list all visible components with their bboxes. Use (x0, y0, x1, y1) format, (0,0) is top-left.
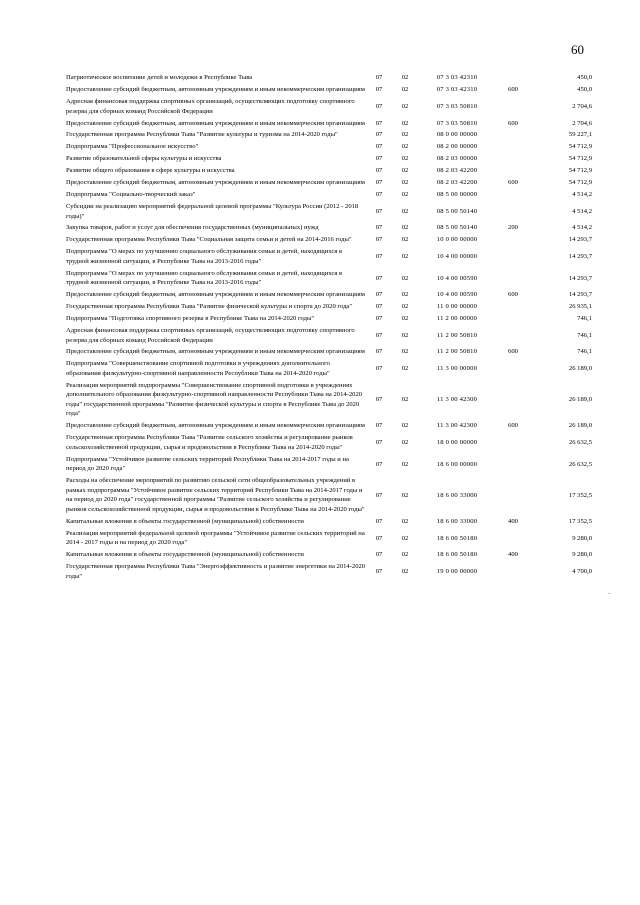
row-target-code: 08 2 03 42200 (436, 179, 478, 187)
table-row (66, 420, 592, 432)
row-razdel: 07 (375, 348, 383, 356)
row-amount: 450,0 (577, 86, 592, 94)
row-podrazdel: 02 (401, 274, 409, 282)
table-row (66, 177, 592, 189)
row-name: Подпрограмма "О мерах по улучшению социального обслуживания семьи и детей, находящихся в трудной жизненной ситуации, в Республике Тыва на 2013-2016 годы" (66, 248, 343, 265)
row-name: Закупка товаров, работ и услуг для обеспечения государственных (муниципальных) нужд (66, 224, 319, 232)
row-amount: 14 293,7 (568, 236, 592, 244)
row-podrazdel: 02 (401, 396, 409, 404)
row-razdel: 07 (375, 517, 383, 525)
budget-table (66, 72, 592, 582)
row-expense-type (496, 454, 530, 475)
row-podrazdel: 02 (401, 236, 409, 244)
row-expense-type: 200 (508, 224, 518, 232)
row-expense-type (496, 201, 530, 222)
row-podrazdel: 02 (401, 348, 409, 356)
row-name: Реализация мероприятий федеральной целевой программы "Устойчивое развитие сельских территорий на 2014 - 2017 годы и на период до 2020 года" (66, 529, 365, 547)
row-podrazdel: 02 (401, 119, 409, 127)
row-razdel: 07 (375, 396, 383, 404)
row-amount: 4 514,2 (572, 191, 592, 199)
row-expense-type (496, 234, 530, 246)
table-row (66, 96, 592, 117)
table-row (66, 165, 592, 177)
row-expense-type: 600 (508, 86, 518, 94)
row-target-code: 10 4 00 00000 (436, 253, 478, 261)
table-row (66, 246, 592, 267)
row-podrazdel: 02 (401, 517, 409, 525)
row-expense-type (496, 313, 530, 325)
row-expense-type (496, 380, 530, 421)
row-podrazdel: 02 (401, 191, 409, 199)
row-target-code: 07 3 03 50810 (436, 119, 478, 127)
row-amount: 26 935,1 (568, 303, 592, 311)
row-target-code: 18 6 00 33000 (436, 491, 478, 499)
row-name: Государственная программа Республики Тыва "Развитие культуры и туризма на 2014-2020 годы" (66, 131, 338, 139)
row-expense-type (496, 246, 530, 267)
row-target-code: 11 2 00 50810 (436, 348, 478, 356)
row-razdel: 07 (375, 155, 383, 163)
row-target-code: 18 6 00 33000 (436, 517, 478, 525)
table-row (66, 141, 592, 153)
row-podrazdel: 02 (401, 143, 409, 151)
row-name: Капитальные вложения в объекты государственной (муниципальной) собственности (66, 551, 304, 559)
row-expense-type (496, 189, 530, 201)
row-name: Подпрограмма "О мерах по улучшению социального обслуживания семьи и детей, находящихся в трудной жизненной ситуации, в Республике Тыва на 2013-2016 годы" (66, 269, 343, 287)
row-target-code: 10 0 00 00000 (436, 236, 478, 244)
row-name: Предоставление субсидий бюджетным, автономным учреждениям и иным некоммерческим организациям (66, 179, 365, 187)
table-row (66, 528, 592, 549)
row-target-code: 18 6 00 50180 (436, 551, 478, 559)
table-row (66, 153, 592, 165)
row-podrazdel: 02 (401, 179, 409, 187)
row-amount: 2 704,6 (572, 119, 592, 127)
table-row (66, 549, 592, 561)
row-podrazdel: 02 (401, 439, 409, 447)
row-podrazdel: 02 (401, 315, 409, 323)
row-amount: 26 189,0 (568, 396, 592, 404)
row-razdel: 07 (375, 365, 383, 373)
row-target-code: 10 4 00 00590 (436, 291, 478, 299)
row-podrazdel: 02 (401, 365, 409, 373)
row-name: Предоставление субсидий бюджетным, автономным учреждениям и иным некоммерческим организациям (66, 348, 365, 356)
row-amount: 4 514,2 (572, 207, 592, 215)
row-target-code: 11 3 00 42300 (436, 422, 478, 430)
row-expense-type (496, 165, 530, 177)
row-expense-type (496, 432, 530, 453)
row-razdel: 07 (375, 167, 383, 175)
row-target-code: 07 3 03 42310 (436, 86, 478, 94)
row-podrazdel: 02 (401, 303, 409, 311)
row-expense-type (496, 301, 530, 313)
row-podrazdel: 02 (401, 422, 409, 430)
page-number: 60 (571, 42, 584, 57)
row-razdel: 07 (375, 331, 383, 339)
row-amount: 14 293,7 (568, 274, 592, 282)
row-expense-type: 600 (508, 179, 518, 187)
row-expense-type (496, 528, 530, 549)
row-amount: 59 227,1 (568, 131, 592, 139)
row-amount: 746,1 (577, 348, 592, 356)
row-target-code: 11 2 00 00000 (436, 315, 478, 323)
table-row (66, 313, 592, 325)
table-row (66, 189, 592, 201)
table-row (66, 117, 592, 129)
row-amount: 26 632,5 (568, 439, 592, 447)
row-name: Подпрограмма "Профессиональное искусство" (66, 143, 199, 151)
row-amount: 26 632,5 (568, 460, 592, 468)
row-name: Патриотическое воспитание детей и молодежи в Республике Тыва (66, 74, 253, 82)
row-razdel: 07 (375, 460, 383, 468)
row-target-code: 18 6 00 00000 (436, 460, 478, 468)
row-expense-type (496, 475, 530, 516)
row-expense-type: 400 (508, 517, 518, 525)
row-expense-type: 600 (508, 291, 518, 299)
row-podrazdel: 02 (401, 331, 409, 339)
row-name: Подпрограмма "Социально-творческий заказ" (66, 191, 196, 199)
row-expense-type: 600 (508, 348, 518, 356)
row-target-code: 08 2 00 00000 (436, 143, 478, 151)
row-name: Предоставление субсидий бюджетным, автономным учреждениям и иным некоммерческим организациям (66, 119, 365, 127)
row-podrazdel: 02 (401, 207, 409, 215)
row-expense-type (496, 141, 530, 153)
row-razdel: 07 (375, 253, 383, 261)
table-row (66, 72, 592, 84)
row-name: Развитие образовательной сферы культуры и искусства (66, 155, 222, 163)
row-razdel: 07 (375, 224, 383, 232)
row-amount: 26 189,0 (568, 422, 592, 430)
table-row (66, 84, 592, 96)
row-name: Подпрограмма "Совершенствование спортивной подготовки в учреждениях дополнительного образования физкультурно-спортивной направленности Республики Тыва на 2014-2020 годы" (66, 360, 330, 377)
row-podrazdel: 02 (401, 534, 409, 542)
row-name: Адресная финансовая поддержка спортивных организаций, осуществляющих подготовку спортивного резерва для сборных команд Российской Федерации (66, 326, 355, 344)
row-razdel: 07 (375, 191, 383, 199)
row-razdel: 07 (375, 102, 383, 110)
row-amount: 17 352,5 (568, 491, 592, 499)
row-amount: 54 712,9 (568, 155, 592, 163)
table-row (66, 380, 592, 421)
table-row (66, 346, 592, 358)
row-target-code: 19 0 00 00000 (436, 567, 478, 575)
row-amount: 54 712,9 (568, 179, 592, 187)
row-expense-type (496, 268, 530, 289)
row-razdel: 07 (375, 567, 383, 575)
row-podrazdel: 02 (401, 253, 409, 261)
row-razdel: 07 (375, 131, 383, 139)
row-name: Предоставление субсидий бюджетным, автономным учреждениям и иным некоммерческим организациям (66, 422, 365, 430)
row-razdel: 07 (375, 303, 383, 311)
row-amount: 26 189,0 (568, 365, 592, 373)
table-row (66, 201, 592, 222)
table-row (66, 234, 592, 246)
row-razdel: 07 (375, 179, 383, 187)
row-razdel: 07 (375, 439, 383, 447)
row-podrazdel: 02 (401, 224, 409, 232)
row-amount: 450,0 (577, 74, 592, 82)
row-amount: 54 712,9 (568, 143, 592, 151)
table-row (66, 222, 592, 234)
row-podrazdel: 02 (401, 460, 409, 468)
row-target-code: 07 3 03 50810 (436, 102, 478, 110)
row-expense-type (496, 129, 530, 141)
row-razdel: 07 (375, 422, 383, 430)
row-target-code: 08 2 03 42200 (436, 167, 478, 175)
row-expense-type: 600 (508, 119, 518, 127)
row-amount: 2 704,6 (572, 102, 592, 110)
row-target-code: 11 3 00 42300 (436, 396, 478, 404)
table-row (66, 516, 592, 528)
row-name: Государственная программа Республики Тыва "Энергоэффективность и развитие энергетики на 2014-2020 годы" (66, 563, 366, 580)
row-expense-type (496, 325, 530, 346)
row-podrazdel: 02 (401, 74, 409, 82)
row-amount: 4 514,2 (572, 224, 592, 232)
table-row (66, 289, 592, 301)
row-podrazdel: 02 (401, 551, 409, 559)
table-row (66, 358, 592, 379)
table-row (66, 561, 592, 582)
row-expense-type (496, 153, 530, 165)
row-name: Адресная финансовая поддержка спортивных организаций, осуществляющих подготовку спортивного резерва для сборных команд Российской Федерации (66, 98, 355, 115)
row-name: Субсидии на реализацию мероприятий федеральной целевой программы "Культура России (2012 - 2018 годы)" (66, 202, 359, 220)
row-razdel: 07 (375, 534, 383, 542)
row-razdel: 07 (375, 291, 383, 299)
row-razdel: 07 (375, 74, 383, 82)
row-name: Подпрограмма "Устойчивое развитие сельских территорий Республики Тыва на 2014-2017 годы и на период до 2020 года" (66, 455, 349, 473)
row-target-code: 18 6 00 50180 (436, 534, 478, 542)
row-podrazdel: 02 (401, 291, 409, 299)
row-expense-type (496, 358, 530, 379)
row-name: Предоставление субсидий бюджетным, автономным учреждениям и иным некоммерческим организациям (66, 291, 365, 299)
row-podrazdel: 02 (401, 491, 409, 499)
table-row (66, 268, 592, 289)
row-amount: 9 280,0 (572, 551, 592, 559)
row-target-code: 08 2 03 00000 (436, 155, 478, 163)
row-target-code: 08 5 00 50140 (436, 207, 478, 215)
row-name: Подпрограмма "Подготовка спортивного резерва в Республике Тыва на 2014-2020 годы" (66, 315, 315, 323)
row-target-code: 11 3 00 00000 (436, 365, 478, 373)
table-row (66, 325, 592, 346)
row-expense-type (496, 72, 530, 84)
row-amount: 4 700,0 (572, 567, 592, 575)
row-name: Расходы на обеспечение мероприятий по развитию сельской сети общеобразовательных учреждений в рамках подпрограммы "Устойчивое развитие сельских территорий Республики Тыва на 2014-2017 годы и на период до 2020 года" государственной программы "Развитие сельского хозяйства и регулирование рынков сельскохозяйственной продукции, сырья и продовольствия в Республике Тыва на 2014-2020 годы" (66, 477, 365, 513)
table-row (66, 454, 592, 475)
row-razdel: 07 (375, 86, 383, 94)
table-row (66, 432, 592, 453)
row-name: Государственная программа Республики Тыва "Развитие сельского хозяйства и регулирование рынков сельскохозяйственной продукции, сырья и продовольствия в Республике Тыва на 2014-2020 годы" (66, 434, 353, 451)
row-podrazdel: 02 (401, 86, 409, 94)
row-expense-type (496, 561, 530, 582)
row-razdel: 07 (375, 143, 383, 151)
row-razdel: 07 (375, 491, 383, 499)
row-amount: 746,1 (577, 315, 592, 323)
row-name: Государственная программа Республики Тыва "Развитие физической культуры и спорта до 2020 года" (66, 303, 353, 311)
margin-mark: . (608, 588, 610, 596)
row-podrazdel: 02 (401, 167, 409, 175)
row-razdel: 07 (375, 274, 383, 282)
row-target-code: 18 0 00 00000 (436, 439, 478, 447)
row-target-code: 08 5 00 50140 (436, 224, 478, 232)
row-target-code: 07 3 03 42310 (436, 74, 478, 82)
row-amount: 17 352,5 (568, 517, 592, 525)
row-razdel: 07 (375, 207, 383, 215)
budget-table-body (66, 72, 592, 582)
row-expense-type (496, 96, 530, 117)
table-row (66, 301, 592, 313)
row-target-code: 08 5 00 00000 (436, 191, 478, 199)
row-amount: 14 293,7 (568, 253, 592, 261)
row-razdel: 07 (375, 236, 383, 244)
row-name: Капитальные вложения в объекты государственной (муниципальной) собственности (66, 517, 304, 525)
row-name: Предоставление субсидий бюджетным, автономным учреждениям и иным некоммерческим организациям (66, 86, 365, 94)
row-name: Реализация мероприятий подпрограммы "Совершенствование спортивной подготовки в учреждениях дополнительного образования физкультурно-спортивной направленности Республики Тыва на 2014-2020 годы" государственной программы "Развитие физической культуры и спорта в Республике Тыва до 2020 года" (66, 381, 363, 418)
row-podrazdel: 02 (401, 155, 409, 163)
row-target-code: 10 4 00 00590 (436, 274, 478, 282)
row-target-code: 11 2 00 50810 (436, 331, 478, 339)
row-razdel: 07 (375, 119, 383, 127)
row-expense-type: 600 (508, 422, 518, 430)
row-amount: 54 712,9 (568, 167, 592, 175)
row-name: Развитие общего образования в сфере культуры и искусства (66, 167, 235, 175)
row-amount: 746,1 (577, 331, 592, 339)
row-name: Государственная программа Республики Тыва "Социальная защита семьи и детей на 2014-2016 годы" (66, 236, 352, 244)
row-target-code: 11 0 00 00000 (436, 303, 478, 311)
row-amount: 9 280,0 (572, 534, 592, 542)
table-row (66, 475, 592, 516)
row-podrazdel: 02 (401, 131, 409, 139)
row-target-code: 08 0 00 00000 (436, 131, 478, 139)
row-razdel: 07 (375, 315, 383, 323)
row-expense-type: 400 (508, 551, 518, 559)
row-podrazdel: 02 (401, 567, 409, 575)
table-row (66, 129, 592, 141)
row-amount: 14 293,7 (568, 291, 592, 299)
row-podrazdel: 02 (401, 102, 409, 110)
row-razdel: 07 (375, 551, 383, 559)
